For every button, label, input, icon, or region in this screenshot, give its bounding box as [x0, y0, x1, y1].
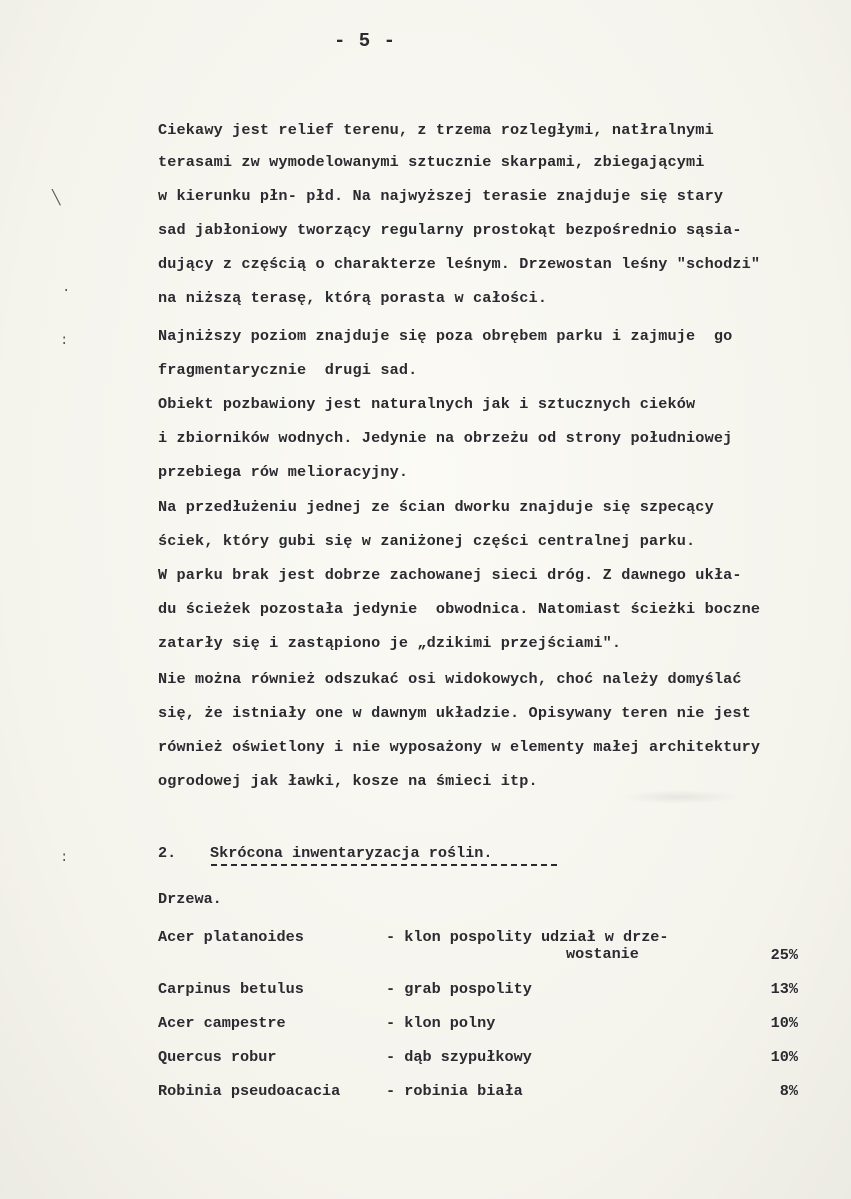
tree-latin-name: Carpinus betulus [158, 980, 304, 998]
paragraph-line: ogrodowej jak ławki, kosze na śmieci itp. [158, 772, 538, 790]
paragraph-line: na niższą terasę, którą porasta w całości. [158, 289, 548, 307]
paragraph-line: również oświetlony i nie wyposażony w elementy małej architektury [158, 738, 761, 756]
margin-mark: : [60, 850, 69, 866]
tree-polish-name: - dąb szypułkowy [386, 1048, 532, 1066]
tree-share: 13% [770, 980, 798, 998]
tree-latin-name: Acer platanoides [158, 928, 304, 946]
paragraph-line: sad jabłoniowy tworzący regularny prostokąt bezpośrednio sąsia- [158, 221, 742, 239]
section-number: 2. [158, 844, 177, 862]
tree-latin-name: Acer campestre [158, 1014, 286, 1032]
section-underline [211, 864, 557, 866]
page-number: - 5 - [333, 30, 396, 52]
paragraph-line: du ścieżek pozostała jedynie obwodnica. Natomiast ścieżki boczne [158, 600, 761, 618]
tree-share: 10% [770, 1048, 798, 1066]
tree-share: 25% [770, 946, 798, 964]
tree-polish-name: - robinia biała [386, 1082, 523, 1100]
paragraph-line: Na przedłużeniu jednej ze ścian dworku znajduje się szpecący [158, 498, 714, 516]
tree-latin-name: Robinia pseudoacacia [158, 1082, 341, 1100]
tree-polish-name: - klon polny [386, 1014, 496, 1032]
paragraph-line: Nie można również odszukać osi widokowych, choć należy domyślać [158, 670, 742, 688]
tree-polish-name: - klon pospolity udział w drze- [386, 928, 669, 946]
paragraph-line: Obiekt pozbawiony jest naturalnych jak i sztucznych cieków [158, 395, 696, 413]
paragraph-line: przebiega rów melioracyjny. [158, 463, 409, 481]
section-heading [158, 844, 493, 862]
paragraph-line: ściek, który gubi się w zaniżonej części centralnej parku. [158, 532, 696, 550]
paragraph-line: się, że istniały one w dawnym układzie. Opisywany teren nie jest [158, 704, 751, 722]
tree-polish-name: - grab pospolity [386, 980, 532, 998]
paper-smudge [620, 790, 740, 804]
paragraph-line: Ciekawy jest relief terenu, z trzema rozległymi, natłralnymi [158, 121, 714, 139]
paragraph-line: Najniższy poziom znajduje się poza obrębem parku i zajmuje go [158, 327, 733, 345]
paragraph-line: w kierunku płn- płd. Na najwyższej terasie znajduje się stary [158, 187, 724, 205]
paragraph-line: i zbiorników wodnych. Jedynie na obrzeżu od strony południowej [158, 429, 733, 447]
paragraph-line: zatarły się i zastąpiono je „dzikimi przejściami". [158, 634, 622, 652]
paragraph-line: dujący z częścią o charakterze leśnym. Drzewostan leśny "schodzi" [158, 255, 761, 273]
tree-latin-name: Quercus robur [158, 1048, 277, 1066]
paragraph-line: W parku brak jest dobrze zachowanej sieci dróg. Z dawnego ukła- [158, 566, 742, 584]
margin-mark: · [62, 283, 71, 299]
tree-share: 8% [779, 1082, 798, 1100]
tree-polish-continuation: wostanie [566, 945, 639, 963]
paragraph-line: terasami zw wymodelowanymi sztucznie skarpami, zbiegającymi [158, 153, 705, 171]
trees-subheading: Drzewa. [158, 890, 222, 908]
paragraph-line: fragmentarycznie drugi sad. [158, 361, 418, 379]
margin-mark: : [60, 333, 69, 349]
tree-share: 10% [770, 1014, 798, 1032]
section-title: Skrócona inwentaryzacja roślin. [210, 844, 493, 862]
margin-mark: ╲ [52, 191, 61, 207]
